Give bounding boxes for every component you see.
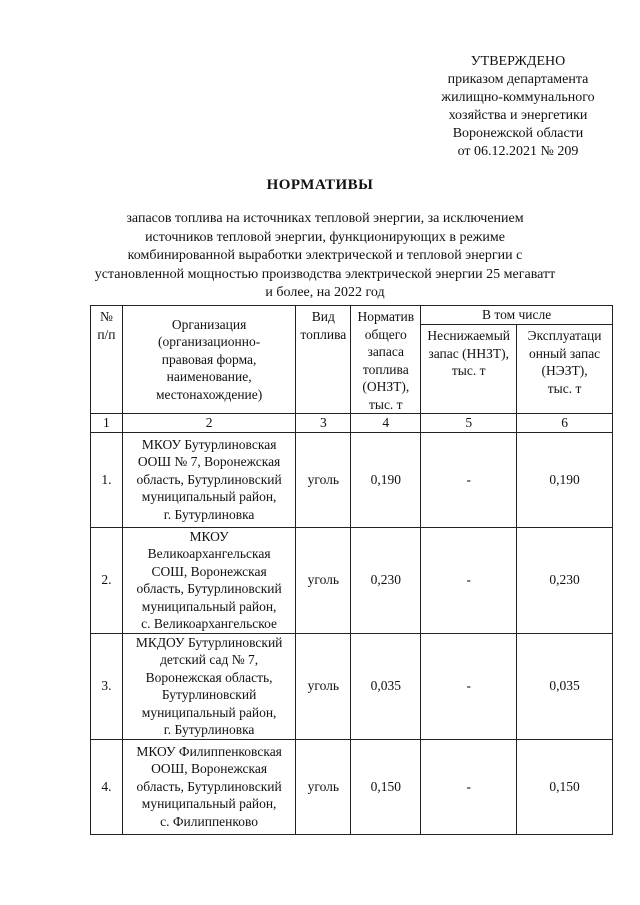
row-nnzt: - — [421, 527, 517, 633]
row-nezt: 0,035 — [517, 633, 613, 739]
row-org: МКДОУ Бутурлиновский детский сад № 7, Воронежская область, Бутурлиновский муниципальный район, г. Бутурлиновка — [122, 633, 296, 739]
row-num: 3. — [91, 633, 123, 739]
normatives-table — [90, 305, 613, 835]
subtitle-line: установленной мощностью производства электрической энергии 25 мегаватт — [94, 266, 556, 282]
row-num: 1. — [91, 432, 123, 527]
approval-line: УТВЕРЖДЕНО — [470, 54, 566, 69]
row-org: МКОУ Филиппенковская ООШ, Воронежская область, Бутурлиновский муниципальный район, с. Филиппенково — [122, 739, 296, 834]
row-nezt: 0,230 — [517, 527, 613, 633]
header-nnzt: Неснижаемый запас (ННЗТ), тыс. т — [421, 325, 517, 414]
header-org: Организация (организационно- правовая форма, наименование, местонахождение) — [122, 306, 296, 414]
approval-line: жилищно-коммунального — [441, 90, 595, 105]
document-subtitle — [90, 210, 560, 303]
column-numbers-row: 1 2 3 4 5 6 — [91, 414, 613, 433]
approval-line: Воронежской области — [452, 126, 584, 141]
row-org: МКОУ Великоархангельская СОШ, Воронежская область, Бутурлиновский муниципальный район, с. Великоархангельское — [122, 527, 296, 633]
subtitle-line: источников тепловой энергии, функционирующих в режиме — [145, 229, 505, 245]
row-fuel: уголь — [296, 633, 351, 739]
header-nezt: Эксплуатаци онный запас (НЭЗТ), тыс. т — [517, 325, 613, 414]
document-title: НОРМАТИВЫ — [266, 177, 374, 193]
row-nnzt: - — [421, 432, 517, 527]
row-nezt: 0,190 — [517, 432, 613, 527]
row-org: МКОУ Бутурлиновская ООШ № 7, Воронежская область, Бутурлиновский муниципальный район, г. Бутурлиновка — [122, 432, 296, 527]
header-group: В том числе — [421, 306, 613, 325]
row-nezt: 0,150 — [517, 739, 613, 834]
row-onzt: 0,230 — [351, 527, 421, 633]
approval-line: приказом департамента — [447, 72, 589, 87]
row-num: 2. — [91, 527, 123, 633]
approval-line: от 06.12.2021 № 209 — [457, 144, 579, 159]
table-row — [91, 633, 613, 739]
row-onzt: 0,035 — [351, 633, 421, 739]
header-onzt: Норматив общего запаса топлива (ОНЗТ), тыс. т — [351, 306, 421, 414]
row-fuel: уголь — [296, 432, 351, 527]
row-fuel: уголь — [296, 527, 351, 633]
header-num: № п/п — [91, 306, 123, 414]
row-nnzt: - — [421, 633, 517, 739]
approval-line: хозяйства и энергетики — [448, 108, 588, 123]
subtitle-line: запасов топлива на источниках тепловой энергии, за исключением — [126, 211, 524, 226]
approval-stamp — [418, 53, 618, 161]
table-row — [91, 527, 613, 633]
row-nnzt: - — [421, 739, 517, 834]
table-row — [91, 739, 613, 834]
subtitle-line: и более, на 2022 год — [265, 285, 385, 300]
row-num: 4. — [91, 739, 123, 834]
row-fuel: уголь — [296, 739, 351, 834]
row-onzt: 0,150 — [351, 739, 421, 834]
row-onzt: 0,190 — [351, 432, 421, 527]
table-row — [91, 432, 613, 527]
subtitle-line: комбинированной выработки электрической и тепловой энергии с — [127, 248, 523, 263]
header-fuel-type: Вид топлива — [296, 306, 351, 414]
